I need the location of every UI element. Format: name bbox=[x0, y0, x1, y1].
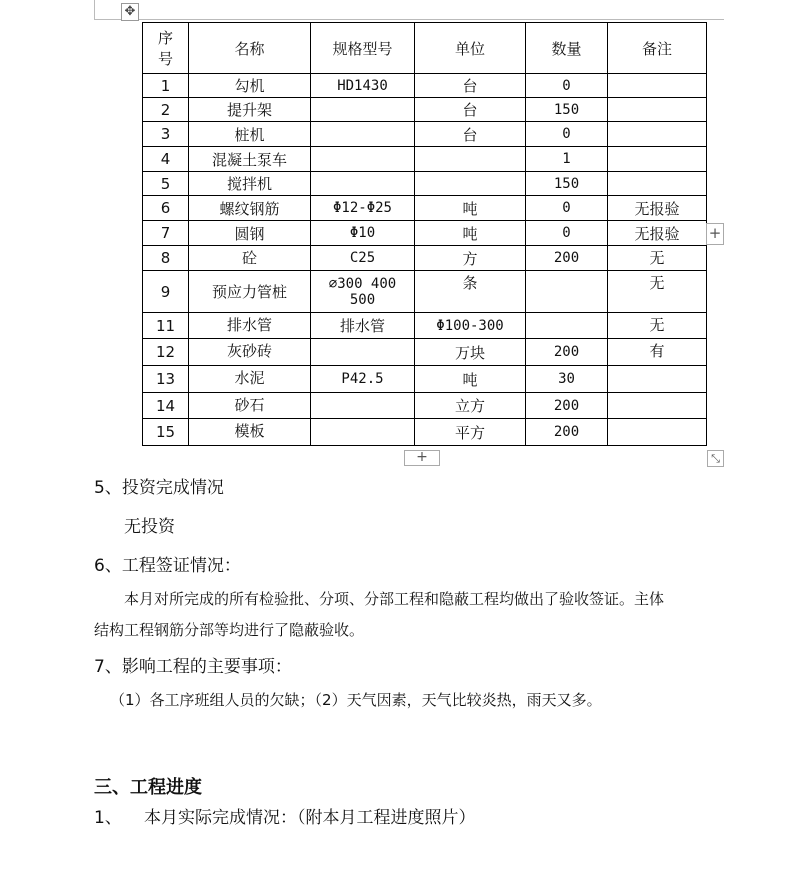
cell-qty: 30 bbox=[526, 366, 608, 393]
table-row bbox=[143, 172, 707, 196]
table-row bbox=[143, 393, 707, 419]
cell-spec bbox=[311, 419, 415, 446]
cell-note bbox=[608, 172, 707, 196]
cell-name: 预应力管桩 bbox=[189, 271, 311, 313]
cell-unit: 万块 bbox=[415, 339, 526, 366]
cell-name: 提升架 bbox=[189, 98, 311, 122]
cell-name: 圆钢 bbox=[189, 221, 311, 246]
header-name: 名称 bbox=[189, 23, 311, 74]
cell-no: 13 bbox=[143, 366, 189, 393]
cell-no: 15 bbox=[143, 419, 189, 446]
cell-name: 桩机 bbox=[189, 122, 311, 147]
cell-qty: 0 bbox=[526, 221, 608, 246]
cell-no: 4 bbox=[143, 147, 189, 172]
cell-qty: 200 bbox=[526, 339, 608, 366]
table-row bbox=[143, 122, 707, 147]
cell-note: 无报验 bbox=[608, 221, 707, 246]
part3-item-no: 1、 bbox=[94, 808, 122, 828]
cell-unit bbox=[415, 172, 526, 196]
cell-name: 混凝土泵车 bbox=[189, 147, 311, 172]
cell-spec: 排水管 bbox=[311, 313, 415, 339]
cell-name: 砂石 bbox=[189, 393, 311, 419]
cell-no: 2 bbox=[143, 98, 189, 122]
table-header-row bbox=[143, 23, 707, 74]
header-qty: 数量 bbox=[526, 23, 608, 74]
cell-qty: 1 bbox=[526, 147, 608, 172]
table-row bbox=[143, 419, 707, 446]
table-row bbox=[143, 366, 707, 393]
cell-no: 14 bbox=[143, 393, 189, 419]
header-spec: 规格型号 bbox=[311, 23, 415, 74]
cell-unit: Φ100-300 bbox=[415, 313, 526, 339]
header-note: 备注 bbox=[608, 23, 707, 74]
cell-no: 8 bbox=[143, 246, 189, 271]
table-row bbox=[143, 221, 707, 246]
cell-no: 9 bbox=[143, 271, 189, 313]
cell-spec: P42.5 bbox=[311, 366, 415, 393]
cell-note: 无 bbox=[608, 246, 707, 271]
cell-note: 无 bbox=[608, 271, 707, 313]
section6-body-line2: 结构工程钢筋分部等均进行了隐蔽验收。 bbox=[94, 621, 365, 639]
cell-name: 搅拌机 bbox=[189, 172, 311, 196]
add-column-plus-icon[interactable]: + bbox=[706, 223, 724, 245]
cell-no: 6 bbox=[143, 196, 189, 221]
cell-qty: 0 bbox=[526, 122, 608, 147]
table-row bbox=[143, 339, 707, 366]
cell-unit: 吨 bbox=[415, 196, 526, 221]
cell-note bbox=[608, 419, 707, 446]
section7-title: 7、影响工程的主要事项： bbox=[94, 657, 292, 677]
section6-body-line1: 本月对所完成的所有检验批、分项、分部工程和隐蔽工程均做出了验收签证。主体 bbox=[124, 590, 665, 608]
section7-body: （1）各工序班组人员的欠缺；（2）天气因素，天气比较炎热，雨天又多。 bbox=[110, 691, 602, 709]
table-row bbox=[143, 147, 707, 172]
cell-note bbox=[608, 74, 707, 98]
section6-title: 6、工程签证情况： bbox=[94, 556, 241, 576]
cell-qty: 150 bbox=[526, 172, 608, 196]
cell-note bbox=[608, 147, 707, 172]
cell-unit: 吨 bbox=[415, 221, 526, 246]
cell-spec bbox=[311, 393, 415, 419]
header-unit: 单位 bbox=[415, 23, 526, 74]
cell-spec bbox=[311, 339, 415, 366]
cell-spec bbox=[311, 122, 415, 147]
cell-no: 5 bbox=[143, 172, 189, 196]
add-row-plus-icon[interactable]: + bbox=[404, 450, 440, 466]
cell-no: 3 bbox=[143, 122, 189, 147]
cell-note bbox=[608, 98, 707, 122]
cell-spec bbox=[311, 172, 415, 196]
cell-name: 水泥 bbox=[189, 366, 311, 393]
header-seq: 序 号 bbox=[143, 23, 189, 74]
cell-no: 12 bbox=[143, 339, 189, 366]
cell-no: 11 bbox=[143, 313, 189, 339]
cell-qty: 0 bbox=[526, 74, 608, 98]
materials-table bbox=[142, 22, 707, 446]
part3-item-text: 本月实际完成情况：（附本月工程进度照片） bbox=[144, 808, 476, 828]
cell-note: 无报验 bbox=[608, 196, 707, 221]
cell-qty: 200 bbox=[526, 246, 608, 271]
section5-title: 5、投资完成情况 bbox=[94, 478, 224, 498]
cell-unit: 台 bbox=[415, 98, 526, 122]
cell-name: 排水管 bbox=[189, 313, 311, 339]
cell-unit: 吨 bbox=[415, 366, 526, 393]
table-row bbox=[143, 74, 707, 98]
table-row bbox=[143, 313, 707, 339]
cell-spec bbox=[311, 98, 415, 122]
cell-qty: 200 bbox=[526, 393, 608, 419]
cell-name: 勾机 bbox=[189, 74, 311, 98]
cell-name: 灰砂砖 bbox=[189, 339, 311, 366]
cell-qty: 200 bbox=[526, 419, 608, 446]
part3-title: 三、工程进度 bbox=[94, 777, 202, 798]
cell-qty bbox=[526, 271, 608, 313]
table-resize-icon[interactable]: ⤡ bbox=[707, 450, 724, 467]
cell-spec: Φ10 bbox=[311, 221, 415, 246]
table-row bbox=[143, 196, 707, 221]
cell-spec bbox=[311, 147, 415, 172]
cell-name: 螺纹钢筋 bbox=[189, 196, 311, 221]
cell-qty: 0 bbox=[526, 196, 608, 221]
cell-unit: 台 bbox=[415, 74, 526, 98]
cell-note: 无 bbox=[608, 313, 707, 339]
cell-unit bbox=[415, 147, 526, 172]
cell-unit: 条 bbox=[415, 271, 526, 313]
cell-name: 模板 bbox=[189, 419, 311, 446]
cell-note bbox=[608, 366, 707, 393]
cell-note: 有 bbox=[608, 339, 707, 366]
cell-spec: HD1430 bbox=[311, 74, 415, 98]
cell-unit: 平方 bbox=[415, 419, 526, 446]
cell-no: 1 bbox=[143, 74, 189, 98]
cell-qty bbox=[526, 313, 608, 339]
cell-spec: C25 bbox=[311, 246, 415, 271]
cell-unit: 方 bbox=[415, 246, 526, 271]
table-row bbox=[143, 98, 707, 122]
cell-unit: 立方 bbox=[415, 393, 526, 419]
cell-note bbox=[608, 122, 707, 147]
cell-no: 7 bbox=[143, 221, 189, 246]
cell-spec: ∅300 400 500 bbox=[311, 271, 415, 313]
page-top-border bbox=[94, 0, 724, 20]
cell-name: 砼 bbox=[189, 246, 311, 271]
cell-spec: Φ12-Φ25 bbox=[311, 196, 415, 221]
table-row bbox=[143, 271, 707, 313]
cell-qty: 150 bbox=[526, 98, 608, 122]
table-row bbox=[143, 246, 707, 271]
table-move-handle-icon[interactable]: ✥ bbox=[121, 3, 139, 21]
cell-unit: 台 bbox=[415, 122, 526, 147]
cell-note bbox=[608, 393, 707, 419]
section5-body: 无投资 bbox=[124, 517, 175, 537]
